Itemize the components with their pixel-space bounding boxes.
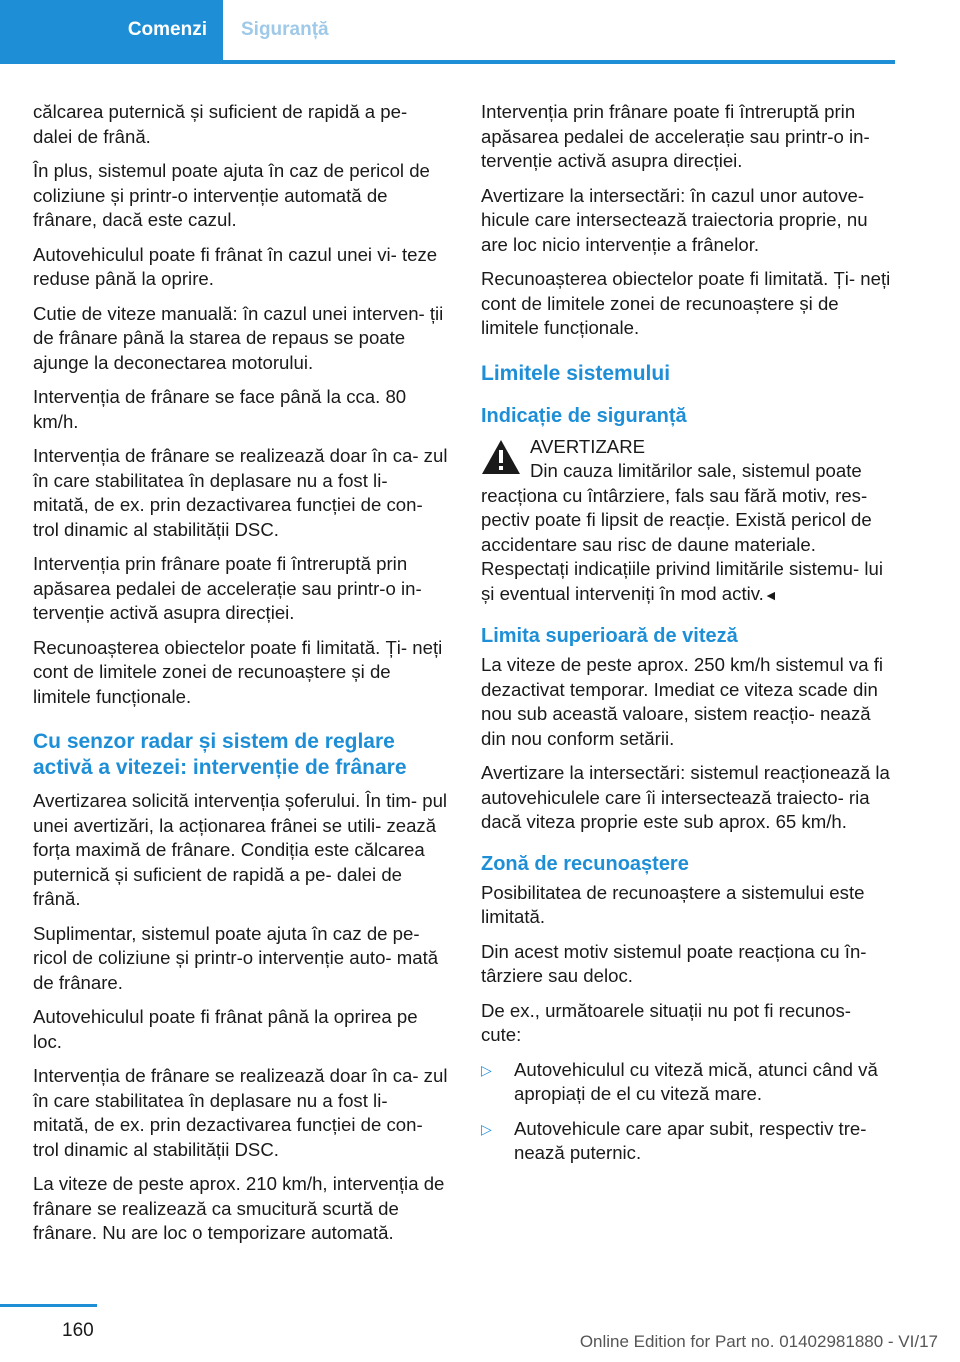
end-mark-icon: ◄ xyxy=(763,586,778,603)
bullet-list xyxy=(481,1058,896,1166)
subheading-safety: Indicație de siguranță xyxy=(481,404,687,427)
paragraph: Intervenția prin frânare poate fi întreruptă prin apăsarea pedalei de accelerație sau printr-o in‐ tervenție activă asupra direcției. xyxy=(33,553,422,623)
edition-footer: Online Edition for Part no. 01402981880 - VI/17 xyxy=(579,1332,938,1351)
paragraph: Autovehiculul poate fi frânat până la oprirea pe loc. xyxy=(33,1006,418,1052)
header-divider xyxy=(0,60,895,64)
paragraph: Intervenția de frânare se realizează doar în ca‐ zul în care stabilitatea în deplasare nu a fost li‐ mitată, de ex. prin dezactivarea funcției de con‐ trol dinamic al stabilității DSC. xyxy=(33,1065,448,1160)
subheading-speed-limit: Limita superioară de viteză xyxy=(481,625,738,647)
section-heading-radar: Cu senzor radar și sistem de reglare activă a vitezei: intervenție de frânare xyxy=(33,730,407,779)
list-item xyxy=(481,1058,896,1107)
paragraph: De ex., următoarele situații nu pot fi recunos‐ cute: xyxy=(481,999,851,1045)
warning-text xyxy=(481,484,896,608)
warning-title: AVERTIZARE xyxy=(530,435,646,457)
paragraph: Intervenția prin frânare poate fi întreruptă prin apăsarea pedalei de accelerație sau printr-o in‐ tervenție activă asupra direcției. xyxy=(481,101,870,171)
paragraph: Din acest motiv sistemul poate reacționa cu în‐ târziere sau deloc. xyxy=(481,940,867,986)
left-column xyxy=(33,100,448,1256)
paragraph: Intervenția de frânare se face până la cca. 80 km/h. xyxy=(33,386,407,432)
header-tabs xyxy=(0,0,895,64)
page-number-rule xyxy=(0,1304,97,1307)
paragraph: Suplimentar, sistemul poate ajuta în caz de pe‐ ricol de coliziune și printr-o intervenție auto‐ mată de frânare. xyxy=(33,922,439,993)
page-number: 160 xyxy=(62,1320,94,1341)
list-item-text: Autovehiculul cu viteză mică, atunci când vă apropiați de el cu viteză mare. xyxy=(514,1058,878,1104)
right-column xyxy=(481,100,896,1176)
paragraph: La viteze de peste aprox. 210 km/h, intervenția de frânare se realizează ca smucitură scurtă de frânare. Nu are loc o temporizare automată. xyxy=(33,1173,445,1243)
triangle-bullet-icon: ▷ xyxy=(481,1061,492,1078)
warning-icon xyxy=(481,439,521,475)
paragraph: În plus, sistemul poate ajuta în caz de pericol de coliziune și printr-o intervenție automată de frânare, dacă este cazul. xyxy=(33,160,430,230)
paragraph: călcarea puternică și suficient de rapidă a pe‐ dalei de frână. xyxy=(33,101,408,147)
paragraph: Autovehiculul poate fi frânat în cazul unei vi‐ teze reduse până la oprire. xyxy=(33,243,438,289)
paragraph: La viteze de peste aprox. 250 km/h sistemul va fi dezactivat temporar. Imediat ce viteza scade din nou sub această valoare, sistem reacțio‐ nează din nou conform setării. xyxy=(481,654,884,749)
tab-comenzi[interactable]: Comenzi xyxy=(0,0,223,60)
paragraph: Posibilitatea de recunoaștere a sistemului este limitată. xyxy=(481,881,865,927)
paragraph: Avertizarea solicită intervenția șoferului. În tim‐ pul unei avertizări, la acționarea frânei se utili‐ zează forța maximă de frânare. Condiția este călcarea puternică și suficient de rapidă a pe‐ dalei de frână. xyxy=(33,790,448,909)
warning-text-body: reacționa cu întârziere, fals sau fără motiv, res‐ pectiv poate fi lipsit de reacție. Există pericol de accidentare sau risc de daune materiale. Respectați indicațiile privind limitările sistemu‐ lui și eventual interveniți în mod activ. xyxy=(481,484,883,604)
paragraph: Recunoașterea obiectelor poate fi limitată. Ți‐ neți cont de limitele zonei de recunoaștere și de limitele funcționale. xyxy=(481,268,891,338)
warning-block xyxy=(481,435,896,608)
paragraph: Avertizare la intersectări: sistemul reacționează la autovehiculele care îi intersectează traiecto‐ ria dacă viteza proprie este sub aprox. 65 km/h. xyxy=(481,762,890,832)
paragraph: Avertizare la intersectări: în cazul unor autove‐ hicule care intersectează traiectoria proprie, nu are loc nicio intervenție a frânelor. xyxy=(481,184,868,255)
section-heading-limits: Limitele sistemului xyxy=(481,361,671,385)
list-item xyxy=(481,1117,896,1166)
triangle-bullet-icon: ▷ xyxy=(481,1120,492,1137)
warning-line1: Din cauza limitărilor sale, sistemul poate xyxy=(530,460,862,481)
list-item-text: Autovehicule care apar subit, respectiv tre‐ nează puternic. xyxy=(514,1117,867,1163)
paragraph: Intervenția de frânare se realizează doar în ca‐ zul în care stabilitatea în deplasare nu a fost li‐ mitată, de ex. prin dezactivarea funcției de con‐ trol dinamic al stabilității DSC. xyxy=(33,445,448,540)
tab-siguranta[interactable]: Siguranță xyxy=(223,0,895,60)
paragraph: Cutie de viteze manuală: în cazul unei interven‐ ții de frânare până la starea de repaus se poate ajunge la deconectarea motorului. xyxy=(33,302,444,373)
subheading-detection-zone: Zonă de recunoaștere xyxy=(481,852,689,875)
paragraph: Recunoașterea obiectelor poate fi limitată. Ți‐ neți cont de limitele zonei de recunoaștere și de limitele funcționale. xyxy=(33,636,443,707)
